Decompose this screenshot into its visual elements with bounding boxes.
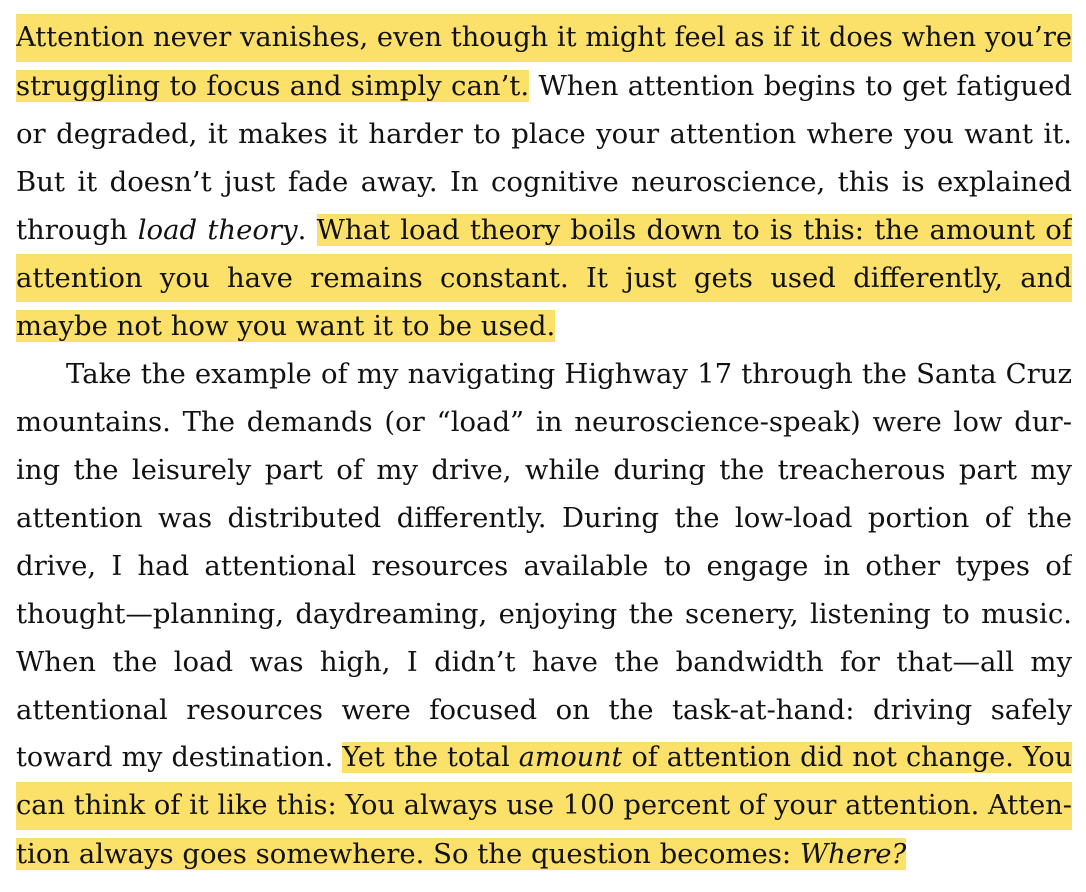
- text-line: [16, 494, 1072, 542]
- highlighted-text: What load theory boils down to is this: the amount of: [316, 214, 1072, 246]
- paragraph-1: [16, 14, 1072, 350]
- highlighted-text: can think of it like this: You always use 100 percent of your attention. Atten-: [16, 790, 1072, 821]
- body-text: attention was distributed differently. During the low-load portion of the: [16, 502, 1072, 534]
- text-line: [16, 14, 1072, 62]
- body-text: through: [16, 214, 138, 246]
- body-text: But it doesn’t just fade away. In cognitive neuroscience, this is explained: [16, 166, 1072, 198]
- text-line: [16, 638, 1072, 686]
- highlighted-text: struggling to focus and simply can’t.: [16, 70, 530, 102]
- text-line: [16, 110, 1072, 158]
- italic-term: load theory: [137, 214, 298, 246]
- body-text: .: [297, 214, 317, 246]
- text-line: [16, 302, 1072, 350]
- body-text: drive, I had attentional resources available to engage in other types of: [16, 550, 1072, 582]
- body-text: thought—planning, daydreaming, enjoying the scenery, listening to music.: [16, 598, 1072, 630]
- highlighted-text: tion always goes somewhere. So the question becomes:: [16, 838, 800, 870]
- text-line: [16, 62, 1072, 110]
- body-text: attentional resources were focused on the task-at-hand: driving safely: [16, 694, 1072, 726]
- text-line: [16, 398, 1072, 446]
- body-text: mountains. The demands (or “load” in neuroscience-speak) were low dur-: [16, 406, 1072, 438]
- body-text: Take the example of my navigating Highway 17 through the Santa Cruz: [66, 358, 1072, 390]
- highlighted-italic-term: amount: [518, 742, 623, 773]
- text-line: [16, 446, 1072, 494]
- body-text: toward my destination.: [16, 742, 343, 773]
- body-text: ing the leisurely part of my drive, while during the treacherous part my: [16, 454, 1072, 486]
- text-line: [16, 782, 1072, 830]
- text-line: [16, 542, 1072, 590]
- text-line: [16, 158, 1072, 206]
- text-line: [16, 686, 1072, 734]
- body-text: When the load was high, I didn’t have the bandwidth for that—all my: [16, 646, 1072, 678]
- body-text: When attention begins to get fatigued: [529, 70, 1072, 102]
- text-line: [16, 830, 1072, 878]
- highlighted-italic-term: Where?: [799, 838, 907, 870]
- highlighted-text: attention you have remains constant. It just gets used differently, and: [16, 262, 1072, 294]
- text-line: [16, 734, 1072, 782]
- highlighted-text: Yet the total: [342, 742, 519, 773]
- book-page: [16, 14, 1072, 878]
- paragraph-2: [16, 350, 1072, 878]
- body-text: or degraded, it makes it harder to place your attention where you want it.: [16, 118, 1072, 150]
- text-line: [16, 206, 1072, 254]
- highlighted-text: maybe not how you want it to be used.: [16, 310, 556, 342]
- text-line: [16, 254, 1072, 302]
- text-line: [16, 350, 1072, 398]
- highlighted-text: Attention never vanishes, even though it might feel as if it does when you’re: [16, 22, 1072, 53]
- highlighted-text: of attention did not change. You: [622, 742, 1072, 773]
- text-line: [16, 590, 1072, 638]
